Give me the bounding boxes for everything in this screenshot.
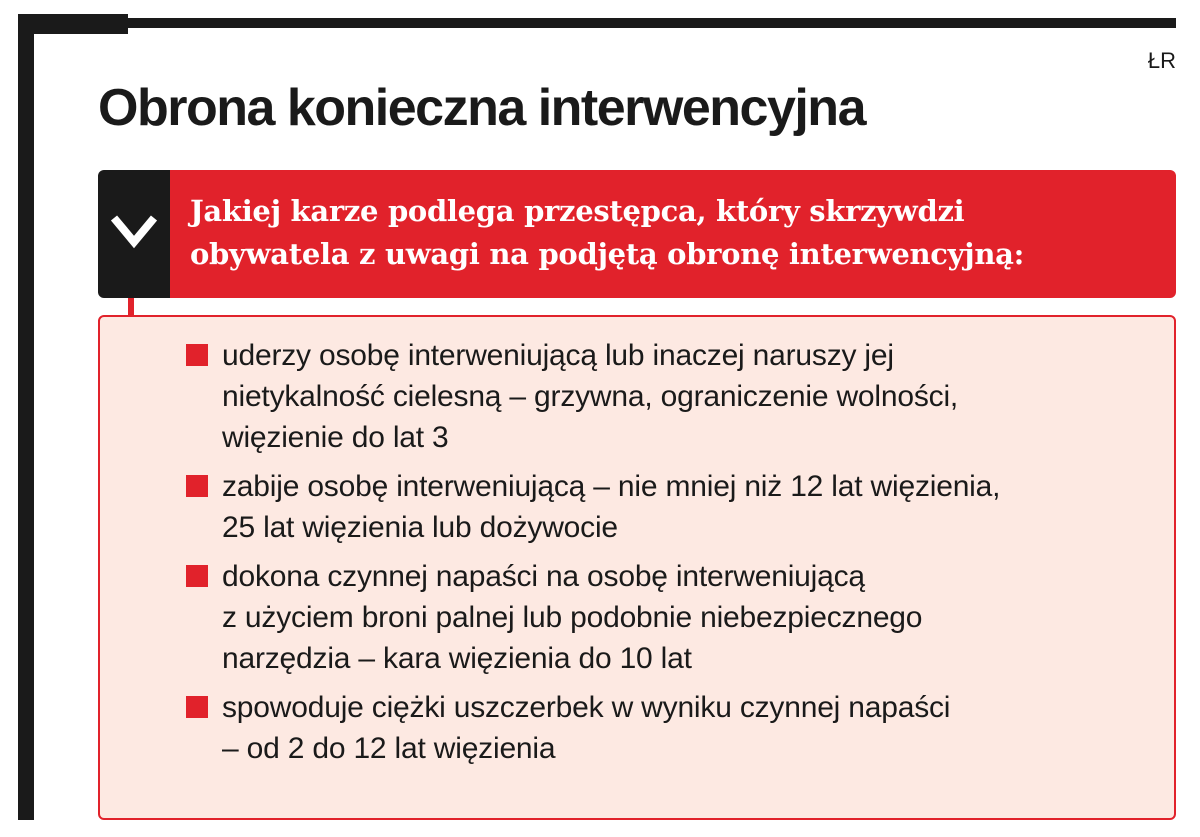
question-icon-box xyxy=(98,170,170,298)
square-bullet-icon xyxy=(186,344,208,366)
square-bullet-icon xyxy=(186,696,208,718)
answers-panel xyxy=(98,315,1176,820)
frame-top-rule xyxy=(18,18,1176,28)
list-item xyxy=(186,556,1154,679)
list-item xyxy=(186,466,1154,548)
source-credit: ŁR xyxy=(1147,48,1176,73)
frame-corner-accent xyxy=(18,14,128,34)
answer-text: dokona czynnej napaści na osobę interweniującą z użyciem broni palnej lub podobnie niebezpiecznego narzędzia – kara więzienia do 10 lat xyxy=(222,560,923,675)
square-bullet-icon xyxy=(186,475,208,497)
question-text: Jakiej karze podlega przestępca, który skrzywdzi obywatela z uwagi na podjętą obronę interwencyjną: xyxy=(190,194,1025,271)
list-item xyxy=(186,335,1154,458)
answer-text: uderzy osobę interweniującą lub inaczej naruszy jej nietykalność cielesną – grzywna, ograniczenie wolności, więzienie do lat 3 xyxy=(222,339,959,454)
square-bullet-icon xyxy=(186,565,208,587)
frame-left-rule xyxy=(18,14,34,820)
answer-text: spowoduje ciężki uszczerbek w wyniku czynnej napaści – od 2 do 12 lat więzienia xyxy=(222,691,951,765)
answer-text: zabije osobę interweniującą – nie mniej niż 12 lat więzienia, 25 lat więzienia lub dożywocie xyxy=(222,470,1001,544)
question-banner xyxy=(170,170,1176,298)
chevron-down-icon xyxy=(110,212,158,252)
page-title: Obrona konieczna interwencyjna xyxy=(98,79,865,137)
list-item xyxy=(186,687,1154,769)
